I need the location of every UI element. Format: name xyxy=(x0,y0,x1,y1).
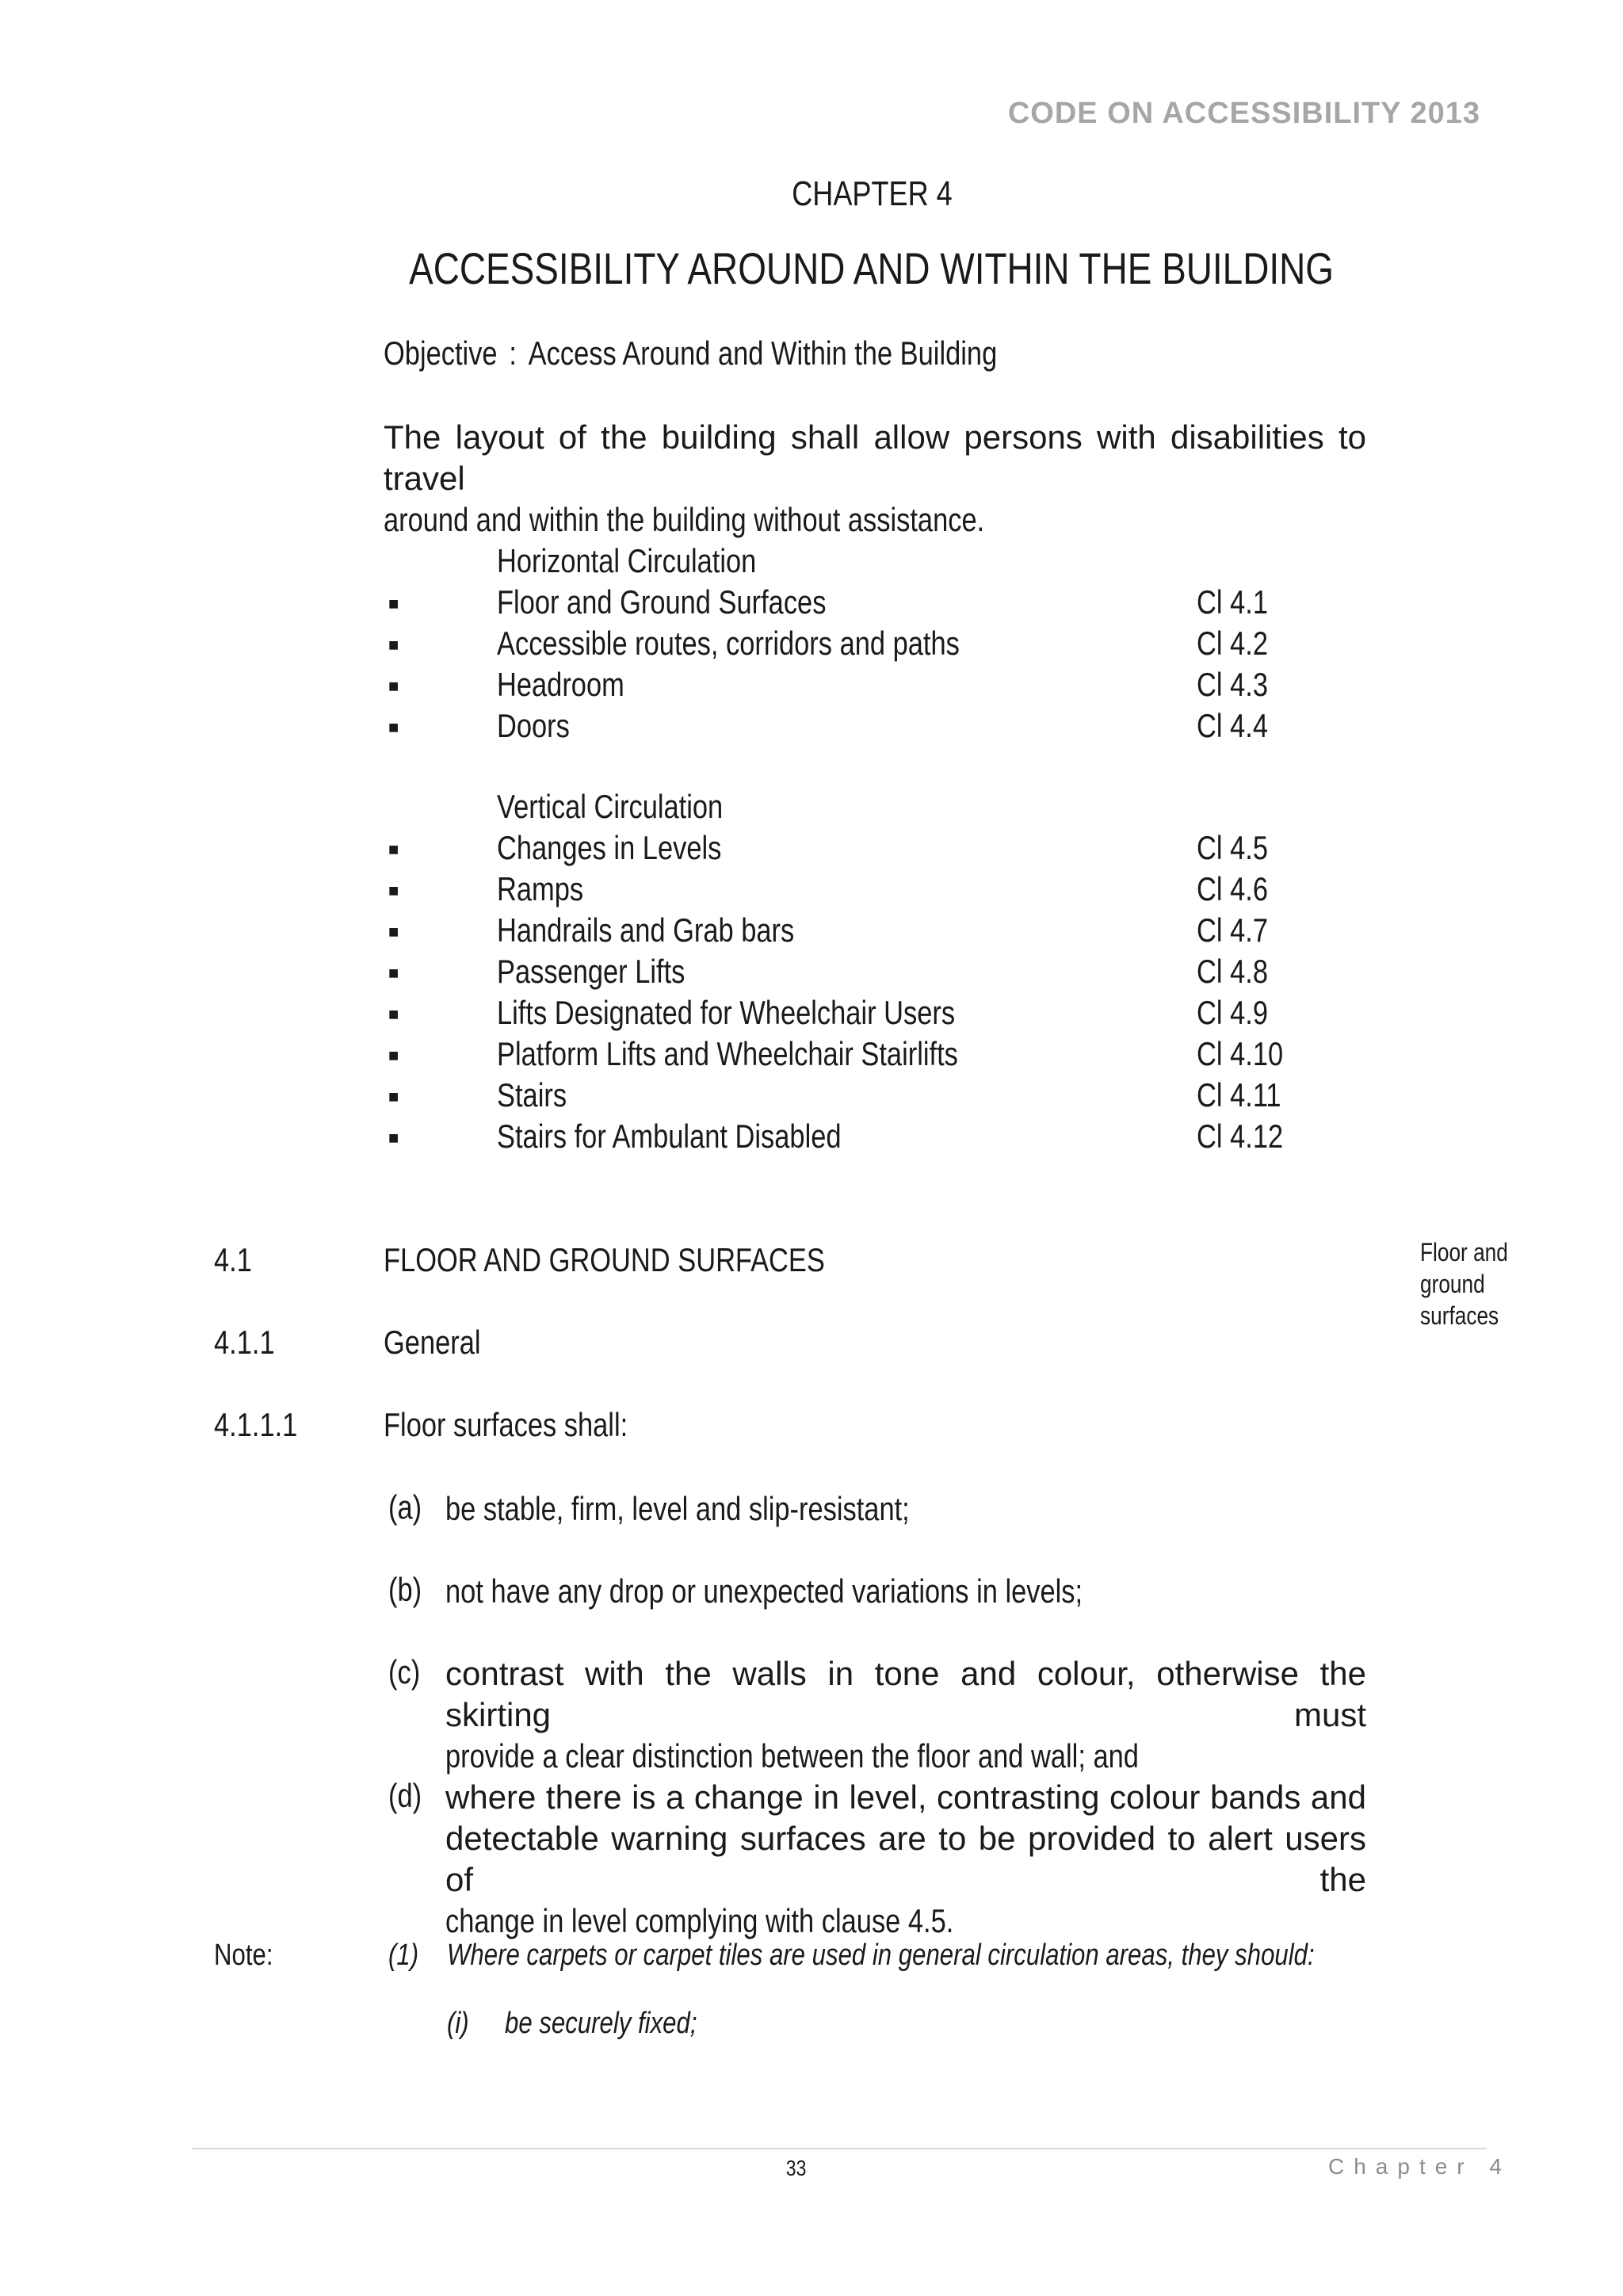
contents-item: Floor and Ground Surfaces xyxy=(497,583,827,621)
bullet-icon: ■ xyxy=(388,1087,399,1106)
bullet-icon: ■ xyxy=(388,1128,399,1148)
requirement-label: (c) xyxy=(388,1653,421,1690)
contents-item: Stairs for Ambulant Disabled xyxy=(497,1117,842,1155)
bullet-icon: ■ xyxy=(388,635,399,655)
objective-text: Access Around and Within the Building xyxy=(528,334,998,372)
footer-chapter-label: Chapter 4 xyxy=(1328,2154,1511,2179)
requirement-line: contrast with the walls in tone and colour, otherwise the skirting must xyxy=(445,1655,1366,1733)
requirement-line: change in level complying with clause 4.5. xyxy=(445,1902,954,1939)
bullet-icon: ■ xyxy=(388,839,399,859)
margin-note xyxy=(1420,1236,1527,1331)
contents-item-ref: Cl 4.2 xyxy=(1197,625,1268,662)
contents-item-ref: Cl 4.10 xyxy=(1197,1035,1284,1072)
objective-separator: : xyxy=(509,334,517,372)
clause-number: 4.1.1.1 xyxy=(214,1406,298,1443)
contents-item: Doors xyxy=(497,707,570,744)
contents-item-ref: Cl 4.4 xyxy=(1197,707,1268,744)
note-number: (1) xyxy=(388,1939,419,1972)
contents-item-ref: Cl 4.8 xyxy=(1197,953,1268,990)
bullet-icon: ■ xyxy=(388,922,399,942)
margin-note-line: ground xyxy=(1420,1270,1485,1298)
group-heading-vertical: Vertical Circulation xyxy=(497,788,724,825)
requirement-label: (d) xyxy=(388,1777,422,1814)
margin-note-line: surfaces xyxy=(1420,1301,1499,1330)
running-header: CODE ON ACCESSIBILITY 2013 xyxy=(1007,97,1480,130)
section-title: FLOOR AND GROUND SURFACES xyxy=(384,1241,825,1278)
objective xyxy=(384,334,1132,372)
contents-item-ref: Cl 4.7 xyxy=(1197,911,1268,949)
footer-divider xyxy=(192,2148,1487,2149)
bullet-icon: ■ xyxy=(388,717,399,737)
contents-item: Ramps xyxy=(497,870,584,907)
requirement-text xyxy=(445,1777,1366,1942)
requirement-text xyxy=(445,1488,1366,1530)
note-sub-number: (i) xyxy=(447,2007,469,2040)
requirement-line: detectable warning surfaces are to be provided to alert users of the xyxy=(445,1820,1366,1898)
requirement-line: where there is a change in level, contrasting colour bands and xyxy=(445,1778,1366,1816)
bullet-icon: ■ xyxy=(388,1045,399,1065)
contents-item: Handrails and Grab bars xyxy=(497,911,795,949)
contents-item: Stairs xyxy=(497,1076,567,1114)
intro-line: around and within the building without assistance. xyxy=(384,501,985,538)
bullet-icon: ■ xyxy=(388,1004,399,1024)
note-label: Note: xyxy=(214,1939,273,1972)
subsection-title: General xyxy=(384,1324,481,1361)
note-sub-text: be securely fixed; xyxy=(505,2007,697,2040)
bullet-icon: ■ xyxy=(388,963,399,983)
note-text: Where carpets or carpet tiles are used in general circulation areas, they should: xyxy=(447,1939,1315,1972)
margin-note-line: Floor and xyxy=(1420,1238,1508,1266)
section-number: 4.1 xyxy=(214,1241,252,1278)
requirement-line: be stable, firm, level and slip-resistant; xyxy=(445,1490,910,1527)
contents-item: Lifts Designated for Wheelchair Users xyxy=(497,994,956,1031)
contents-item-ref: Cl 4.5 xyxy=(1197,829,1268,866)
requirement-label: (a) xyxy=(388,1488,422,1526)
contents-item-ref: Cl 4.1 xyxy=(1197,583,1268,621)
requirement-text xyxy=(445,1571,1366,1612)
chapter-label: CHAPTER 4 xyxy=(791,174,953,213)
contents-item-ref: Cl 4.11 xyxy=(1197,1076,1281,1114)
bullet-icon: ■ xyxy=(388,881,399,900)
group-heading-horizontal: Horizontal Circulation xyxy=(497,542,757,579)
clause-text: Floor surfaces shall: xyxy=(384,1406,628,1443)
requirement-line: provide a clear distinction between the floor and wall; and xyxy=(445,1737,1139,1775)
objective-label: Objective xyxy=(384,334,498,372)
subsection-number: 4.1.1 xyxy=(214,1324,275,1361)
contents-item: Changes in Levels xyxy=(497,829,722,866)
contents-item-ref: Cl 4.3 xyxy=(1197,666,1268,703)
intro-line: The layout of the building shall allow persons with disabilities to travel xyxy=(384,418,1366,497)
requirement-label: (b) xyxy=(388,1571,422,1608)
requirement-line: not have any drop or unexpected variations in levels; xyxy=(445,1572,1083,1610)
contents-item: Platform Lifts and Wheelchair Stairlifts xyxy=(497,1035,958,1072)
page-number: 33 xyxy=(786,2156,807,2180)
contents-item-ref: Cl 4.9 xyxy=(1197,994,1268,1031)
intro-paragraph xyxy=(384,417,1366,541)
bullet-icon: ■ xyxy=(388,676,399,696)
contents-item: Headroom xyxy=(497,666,624,703)
contents-item: Accessible routes, corridors and paths xyxy=(497,625,960,662)
bullet-icon: ■ xyxy=(388,594,399,613)
contents-item: Passenger Lifts xyxy=(497,953,685,990)
contents-item-ref: Cl 4.6 xyxy=(1197,870,1268,907)
contents-item-ref: Cl 4.12 xyxy=(1197,1117,1284,1155)
requirement-text xyxy=(445,1653,1366,1777)
chapter-title: ACCESSIBILITY AROUND AND WITHIN THE BUILDING xyxy=(409,243,1335,293)
